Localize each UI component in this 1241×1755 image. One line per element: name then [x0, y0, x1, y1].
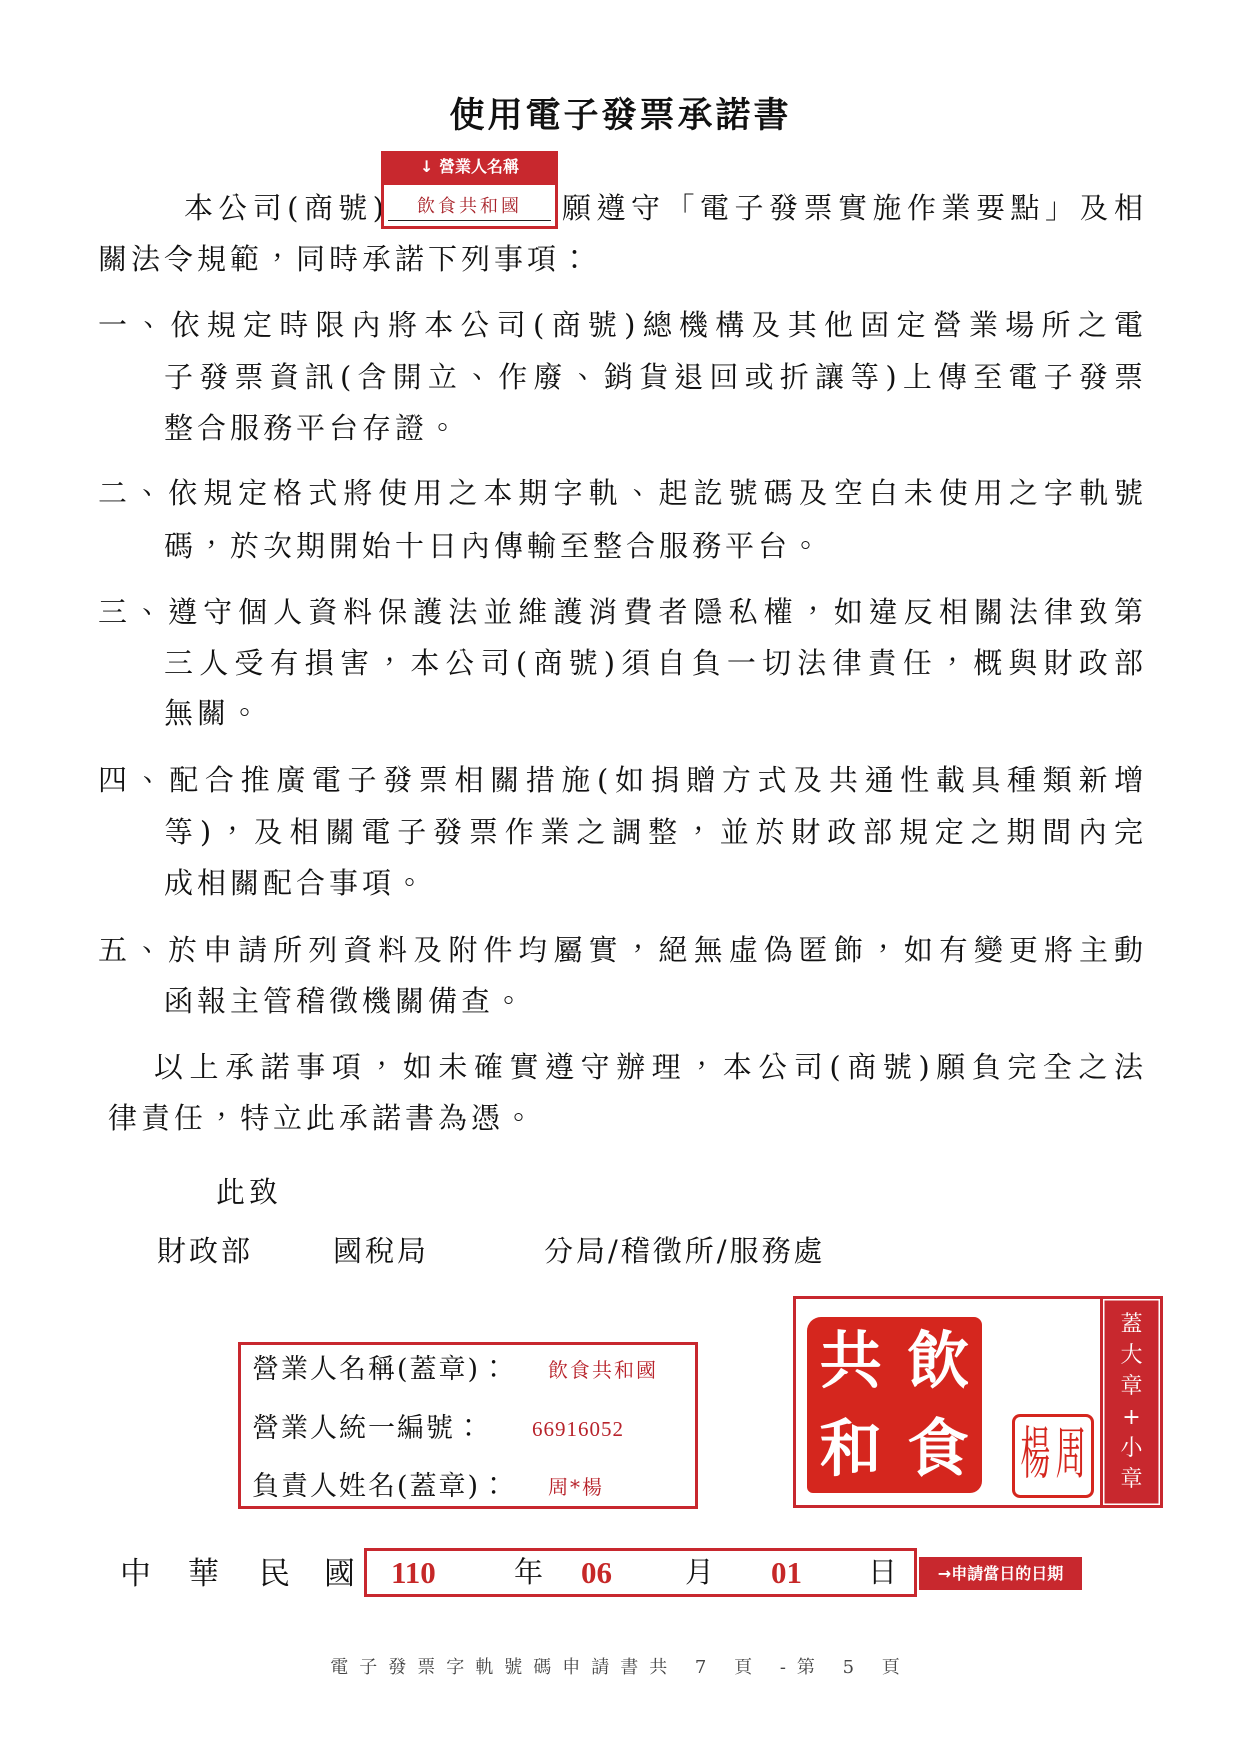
item-3-line-1: 三、遵守個人資料保護法並維護消費者隱私權，如違反相關法律致第	[98, 595, 1143, 629]
item-4-line-1: 四、配合推廣電子發票相關措施(如捐贈方式及共通性載具種類新增	[98, 763, 1143, 797]
recipient-branch: 分局/稽徵所/服務處	[544, 1234, 826, 1268]
item-3-line-3: 無關。	[164, 696, 264, 730]
owner-name-label: 負責人姓名(蓋章)：	[252, 1471, 510, 1502]
application-date-box	[364, 1548, 917, 1597]
date-month: 06	[581, 1555, 612, 1590]
page-footer: 電子發票字軌號碼申請書共 7 頁 -第 5 頁	[330, 1657, 911, 1678]
document-title: 使用電子發票承諾書	[449, 95, 792, 136]
era-char: 華	[188, 1556, 219, 1592]
owner-seal	[1012, 1414, 1094, 1498]
item-5-line-2: 函報主管稽徵機關備查。	[164, 984, 528, 1018]
business-name-stamp-label: 營業人名稱(蓋章)：	[252, 1354, 510, 1385]
era-char: 國	[324, 1556, 355, 1592]
owner-name-value: 周*楊	[548, 1475, 604, 1499]
tax-id-value: 66916052	[532, 1417, 624, 1441]
business-name-hint-label: ↓ 營業人名稱	[381, 151, 558, 182]
recipient-bureau: 國稅局	[333, 1234, 430, 1268]
stamp-instruction-char: 章	[1120, 1374, 1143, 1399]
date-day: 01	[771, 1555, 802, 1590]
stamp-instruction-char: +	[1122, 1405, 1141, 1430]
item-4-line-2: 等)，及相關電子發票作業之調整，並於財政部規定之期間內完	[164, 815, 1143, 849]
stamp-instruction-char: 小	[1120, 1436, 1143, 1461]
item-2-line-1: 二、依規定格式將使用之本期字軌、起訖號碼及空白未使用之字軌號	[98, 476, 1143, 510]
salutation: 此致	[216, 1175, 283, 1209]
business-name-stamp-value: 飲食共和國	[548, 1358, 658, 1382]
item-1-line-2: 子發票資訊(含開立、作廢、銷貨退回或折讓等)上傳至電子發票	[164, 360, 1143, 394]
closing-line-1: 以上承諾事項，如未確實遵守辦理，本公司(商號)願負完全之法	[154, 1050, 1143, 1084]
recipient-ministry: 財政部	[157, 1234, 254, 1268]
stamp-instruction-char: 大	[1120, 1343, 1143, 1368]
intro-suffix: 願遵守「電子發票實施作業要點」及相	[562, 191, 1143, 225]
era-char: 中	[120, 1556, 151, 1592]
stamp-instruction-char: 蓋	[1120, 1312, 1143, 1337]
owner-seal-char: 周	[1055, 1421, 1086, 1489]
date-hint-label: →申請當日的日期	[919, 1557, 1082, 1590]
company-seal-char: 和	[819, 1412, 882, 1485]
stamp-instruction-label	[1100, 1296, 1163, 1508]
intro-prefix: 本公司(商號)	[184, 191, 384, 225]
date-year-unit: 年	[514, 1555, 544, 1589]
business-name-box	[381, 182, 558, 229]
company-seal-char: 共	[819, 1324, 882, 1397]
item-2-line-2: 碼，於次期開始十日內傳輸至整合服務平台。	[164, 529, 825, 563]
owner-seal-char: 楊	[1020, 1421, 1051, 1489]
item-4-line-3: 成相關配合事項。	[164, 866, 429, 900]
closing-line-2: 律責任，特立此承諾書為憑。	[108, 1101, 538, 1135]
company-seal-char: 食	[907, 1412, 970, 1485]
stamp-instruction-char: 章	[1120, 1467, 1143, 1492]
date-day-unit: 日	[868, 1555, 898, 1589]
item-5-line-1: 五、於申請所列資料及附件均屬實，絕無虛偽匿飾，如有變更將主動	[98, 933, 1143, 967]
signatory-box	[238, 1342, 698, 1509]
era-char: 民	[259, 1556, 290, 1592]
date-year: 110	[391, 1555, 436, 1590]
company-seal	[807, 1317, 982, 1493]
item-1-line-1: 一、依規定時限內將本公司(商號)總機構及其他固定營業場所之電	[98, 308, 1143, 342]
item-3-line-2: 三人受有損害，本公司(商號)須自負一切法律責任，概與財政部	[164, 646, 1143, 680]
company-seal-char: 飲	[907, 1324, 970, 1397]
tax-id-label: 營業人統一編號：	[252, 1413, 484, 1444]
item-1-line-3: 整合服務平台存證。	[164, 411, 462, 445]
intro-line-2: 關法令規範，同時承諾下列事項：	[98, 242, 594, 276]
date-month-unit: 月	[685, 1555, 715, 1589]
business-name-value: 飲食共和國	[388, 193, 551, 221]
